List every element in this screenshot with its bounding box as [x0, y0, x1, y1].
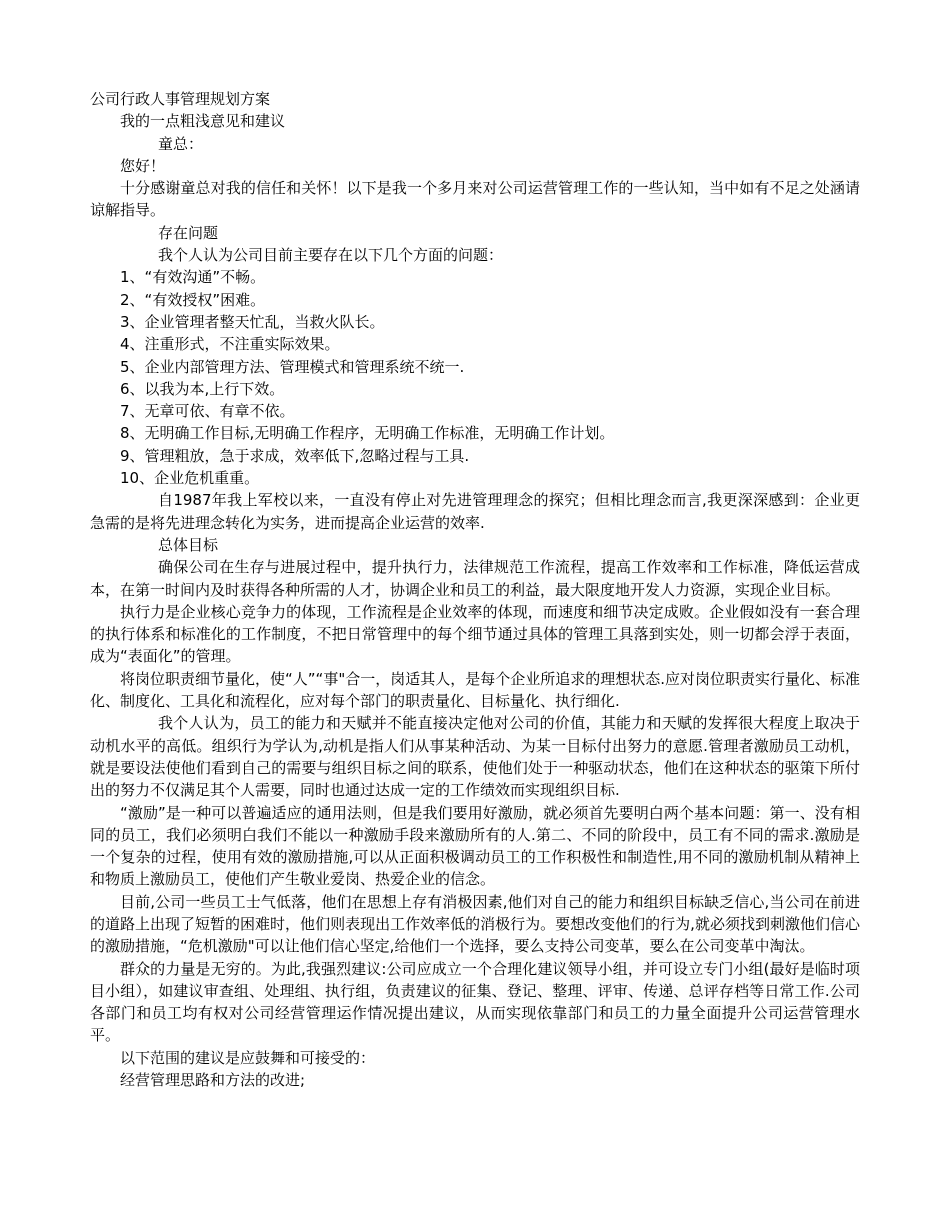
goals-paragraph: 确保公司在生存与进展过程中，提升执行力，法律规范工作流程，提高工作效率和工作标准，降低运营成本，在第一时间内及时获得各种所需的人才，协调企业和员工的利益，最大限度地开发人力资源，实现企业目标。 — [90, 558, 860, 599]
problem-item: 8、无明确工作目标,无明确工作程序，无明确工作标准，无明确工作计划。 — [120, 424, 615, 443]
document-page — [90, 88, 860, 1091]
problem-item: 2、“有效授权”困难。 — [120, 290, 266, 309]
goals-paragraph: 目前,公司一些员工士气低落，他们在思想上存有消极因素,他们对自己的能力和组织目标缺乏信心,当公司在前进的道路上出现了短暂的困难时，他们则表现出工作效率低的消极行为。要想改变他们的行为,就必须找到刺激他们信心的激励措施，“危机激励"可以让他们信心坚定,给他们一个选择，要么支持公司变革，要么在公司变革中淘汰。 — [90, 892, 860, 956]
goals-paragraph: 我个人认为，员工的能力和天赋并不能直接决定他对公司的价值，其能力和天赋的发挥很大程度上取决于动机水平的高低。组织行为学认为,动机是指人们从事某种活动、为某一目标付出努力的意愿.管理者激励员工动机，就是要设法使他们看到自己的需要与组织目标之间的联系，使他们处于一种驱动状态，他们在这种状态的驱策下所付出的努力不仅满足其个人需要，同时也通过达成一定的工作绩效而实现组织目标. — [90, 714, 860, 800]
goals-paragraph: 执行力是企业核心竞争力的体现，工作流程是企业效率的体现，而速度和细节决定成败。企业假如没有一套合理的执行体系和标准化的工作制度，不把日常管理中的每个细节通过具体的管理工具落到实处，则一切都会浮于表面，成为“表面化”的管理。 — [90, 602, 860, 666]
recipient-line: 童总： — [158, 134, 204, 153]
goals-paragraph: 经营管理思路和方法的改进; — [120, 1071, 306, 1090]
document-subtitle: 我的一点粗浅意见和建议 — [120, 112, 286, 131]
intro-paragraph: 十分感谢童总对我的信任和关怀！以下是我一个多月来对公司运营管理工作的一些认知，当中如有不足之处涵请谅解指导。 — [90, 179, 860, 220]
greeting-line: 您好！ — [120, 156, 166, 175]
problem-item: 7、无章可依、有章不依。 — [120, 402, 295, 421]
problem-item: 10、企业危机重重。 — [120, 469, 260, 488]
problem-item: 3、企业管理者整天忙乱，当救火队长。 — [120, 312, 385, 331]
problem-item: 4、注重形式，不注重实际效果。 — [120, 335, 340, 354]
problems-lead: 我个人认为公司目前主要存在以下几个方面的问题： — [158, 246, 504, 265]
goals-paragraph: 将岗位职责细节量化，使“人”“事"合一，岗适其人，是每个企业所追求的理想状态.应对岗位职责实行量化、标准化、制度化、工具化和流程化，应对每个部门的职责量化、目标量化、执行细化. — [90, 669, 860, 711]
document-title: 公司行政人事管理规划方案 — [90, 90, 271, 108]
problems-closing-paragraph: 自1987年我上军校以来，一直没有停止对先进管理理念的探究；但相比理念而言,我更深深感到：企业更急需的是将先进理念转化为实务，进而提高企业运营的效率. — [90, 491, 860, 532]
problem-item: 9、管理粗放，急于求成，效率低下,忽略过程与工具. — [120, 446, 470, 465]
goals-paragraph: “激励”是一种可以普遍适应的通用法则，但是我们要用好激励，就必须首先要明白两个基本问题：第一、没有相同的员工，我们必须明白我们不能以一种激励手段来激励所有的人.第二、不同的阶段中，员工有不同的需求.激励是一个复杂的过程，使用有效的激励措施,可以从正面积极调动员工的工作积极性和制造性,用不同的激励机制从精神上和物质上激励员工，使他们产生敬业爱岗、热爱企业的信念。 — [90, 803, 860, 889]
goals-paragraph: 群众的力量是无穷的。为此,我强烈建议:公司应成立一个合理化建议领导小组，并可设立专门小组(最好是临时项目小组），如建议审查组、处理组、执行组，负责建议的征集、登记、整理、评审、传递、总评存档等日常工作.公司各部门和员工均有权对公司经营管理运作情况提出建议，从而实现依靠部门和员工的力量全面提升公司运营管理水平。 — [90, 959, 860, 1045]
problems-heading: 存在问题 — [158, 223, 219, 242]
problem-item: 5、企业内部管理方法、管理模式和管理系统不统一. — [120, 357, 465, 376]
goals-heading: 总体目标 — [158, 535, 219, 554]
goals-paragraph: 以下范围的建议是应鼓舞和可接受的： — [120, 1048, 376, 1067]
problem-item: 6、以我为本,上行下效。 — [120, 379, 285, 398]
problem-item: 1、“有效沟通”不畅。 — [120, 268, 266, 287]
